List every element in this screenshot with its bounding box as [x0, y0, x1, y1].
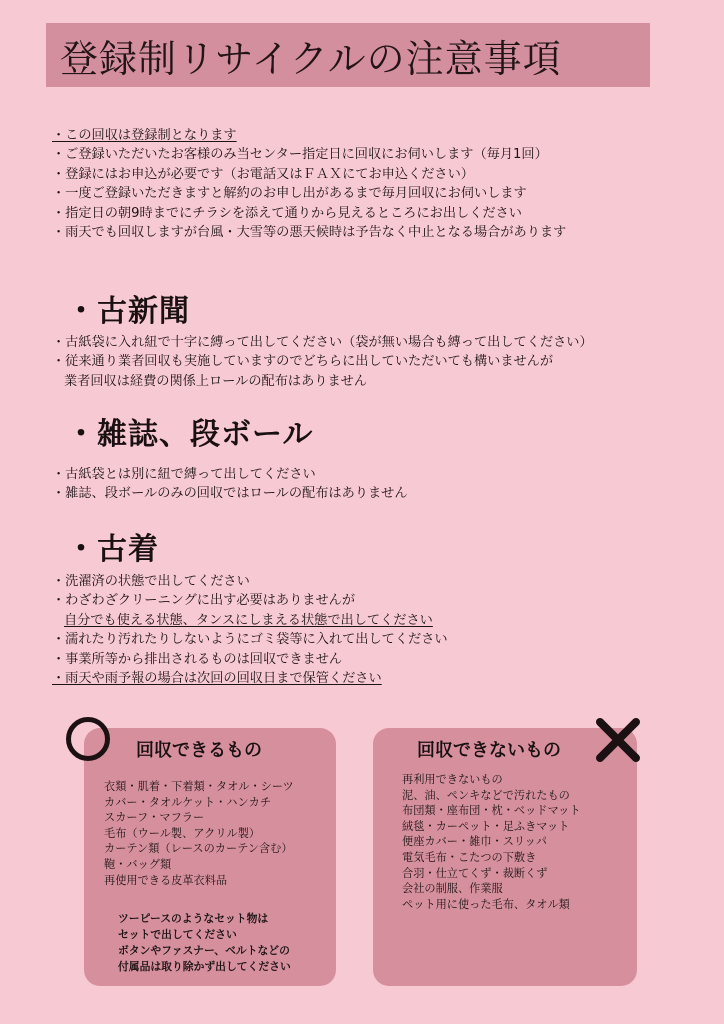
list-item: カバー・タオルケット・ハンカチ — [104, 795, 272, 809]
list-item: カーテン類（レースのカーテン含む） — [104, 842, 293, 856]
list-item: 泥、油、ペンキなどで汚れたもの — [402, 788, 570, 802]
newspaper-list — [52, 333, 692, 391]
list-item: ・濡れたり汚れたりしないようにゴミ袋等に入れて出してください — [52, 632, 448, 648]
section-heading-newspaper: ・古新聞 — [66, 294, 190, 329]
list-item: ・従来通り業者回収も実施していますのでどちらに出していただいても構いませんが — [52, 354, 554, 370]
list-item: 自分でも使える状態、タンスにしまえる状態で出してください — [64, 612, 433, 628]
list-item: ・古紙袋に入れ紐で十字に縛って出してください（袋が無い場合も縛って出してください） — [52, 335, 593, 350]
list-item: 業者回収は経費の関係上ロールの配布はありません — [64, 373, 368, 389]
note-line: ツーピースのようなセット物は — [118, 912, 269, 925]
list-item: 衣類・肌着・下着類・タオル・シーツ — [104, 780, 294, 793]
list-item: 絨毯・カーペット・足ふきマット — [402, 819, 570, 833]
list-item: 再使用できる皮革衣料品 — [104, 873, 228, 887]
list-item: ・わざわざクリーニングに出す必要はありませんが — [52, 593, 356, 609]
list-item: 毛布（ウール製、アクリル製） — [104, 826, 261, 840]
list-item: 電気毛布・こたつの下敷き — [402, 850, 537, 864]
notice-item: ・雨天でも回収しますが台風・大雪等の悪天候時は予告なく中止となる場合があります — [52, 225, 567, 241]
notice-item: ・一度ご登録いただきますと解約のお申し出があるまで毎月回収にお伺いします — [52, 186, 527, 202]
page-title: 登録制リサイクルの注意事項 — [60, 36, 562, 81]
note-line: 付属品は取り除かず出してください — [118, 960, 291, 973]
section-heading-clothes: ・古着 — [66, 532, 159, 567]
list-item: ・雨天や雨予報の場合は次回の回収日まで保管ください — [52, 671, 382, 687]
list-item: ペット用に使った毛布、タオル類 — [402, 897, 570, 911]
circle-icon — [66, 717, 110, 761]
notice-item: ・指定日の朝9時までにチラシを添えて通りから見えるところにお出しください — [52, 205, 522, 221]
section-heading-magazine: ・雑誌、段ボール — [66, 417, 314, 452]
list-item: 布団類・座布団・枕・ベッドマット — [402, 804, 581, 818]
note-line: ボタンやファスナー、ベルトなどの — [118, 944, 290, 957]
list-item: スカーフ・マフラー — [104, 811, 205, 825]
list-item: 再利用できないもの — [402, 773, 503, 786]
notice-item: ・この回収は登録制となります — [52, 128, 237, 143]
cross-icon — [592, 714, 644, 766]
title-banner — [46, 23, 650, 87]
magazine-list — [52, 465, 692, 504]
list-item: 合羽・仕立てくず・裁断くず — [402, 866, 548, 880]
note-line: セットで出してください — [118, 928, 237, 941]
list-item: ・古紙袋とは別に紐で縛って出してください — [52, 467, 316, 482]
set-item-note — [118, 911, 291, 975]
list-item: ・洗濯済の状態で出してください — [52, 574, 250, 589]
notice-list — [52, 126, 692, 242]
list-item: 鞄・バッグ類 — [104, 857, 172, 871]
list-item: ・雑誌、段ボールのみの回収ではロールの配布はありません — [52, 486, 408, 502]
cannot-collect-list — [402, 772, 581, 912]
list-item: 会社の制服、作業服 — [402, 882, 503, 896]
notice-item: ・登録にはお申込が必要です（お電話又はＦＡＸにてお申込ください） — [52, 166, 474, 182]
can-collect-title: 回収できるもの — [136, 740, 262, 761]
notice-item: ・ご登録いただいたお客様のみ当センター指定日に回収にお伺いします（毎月1回） — [52, 147, 548, 163]
list-item: ・事業所等から排出されるものは回収できません — [52, 651, 343, 667]
cannot-collect-title: 回収できないもの — [417, 740, 561, 761]
list-item: 便座カバー・雑巾・スリッパ — [402, 835, 547, 849]
can-collect-list — [104, 779, 294, 888]
clothes-list — [52, 572, 692, 688]
